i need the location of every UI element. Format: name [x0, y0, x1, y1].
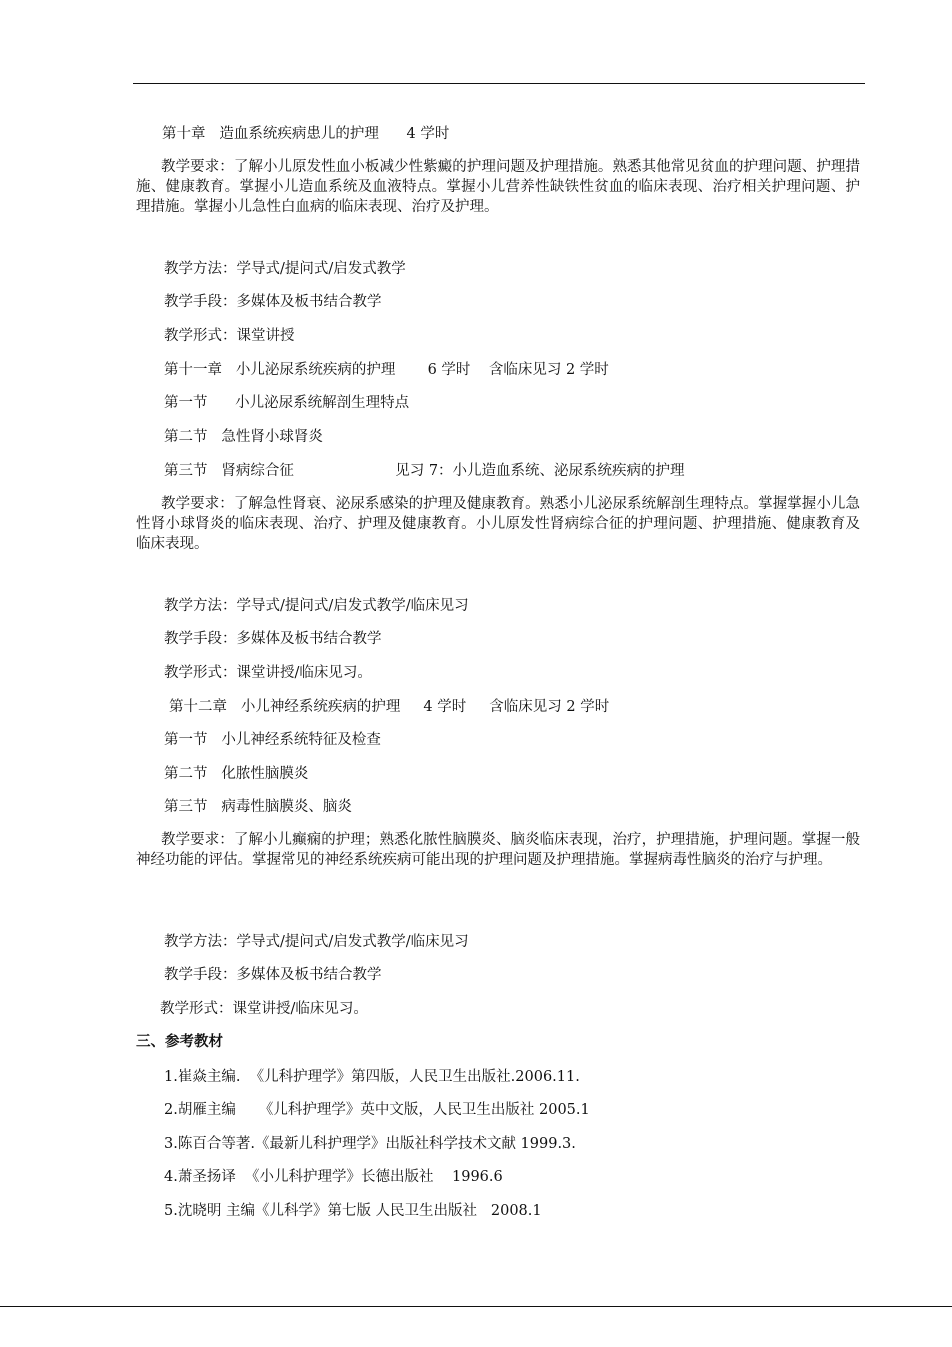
chapter-11-means: 教学手段：多媒体及板书结合教学: [164, 631, 382, 647]
chapter-10-requirements: 教学要求：了解小儿原发性血小板减少性紫癜的护理问题及护理措施。熟悉其他常见贫血的护理问题、护理措施、健康教育。掌握小儿造血系统及血液特点。掌握小儿营养性缺铁性贫血的临床表现、治疗相关护理问题、护理措施。掌握小儿急性白血病的临床表现、治疗及护理。: [136, 159, 860, 215]
chapter-11-method: 教学方法：学导式/提问式/启发式教学/临床见习: [164, 598, 469, 614]
chapter-11-section-1: 第一节 小儿泌尿系统解剖生理特点: [164, 395, 410, 411]
chapter-10-heading: 第十章 造血系统疾病患儿的护理 4 学时: [162, 126, 450, 142]
reference-item: 4.萧圣扬译 《小儿科护理学》长德出版社 1996.6: [164, 1169, 503, 1185]
chapter-12-section-1: 第一节 小儿神经系统特征及检查: [164, 732, 381, 748]
chapter-10-form: 教学形式：课堂讲授: [164, 328, 295, 344]
header-rule: [133, 83, 865, 84]
chapter-11-requirements: 教学要求：了解急性肾衰、泌尿系感染的护理及健康教育。熟悉小儿泌尿系统解剖生理特点。掌握掌握小儿急性肾小球肾炎的临床表现、治疗、护理及健康教育。小儿原发性肾病综合征的护理问题、护理措施、健康教育及临床表现。: [136, 496, 860, 552]
chapter-11-section-3: 第三节 肾病综合征 见习 7：小儿造血系统、泌尿系统疾病的护理: [164, 463, 685, 479]
chapter-12-form: 教学形式：课堂讲授/临床见习。: [160, 1001, 368, 1017]
chapter-11-section-2: 第二节 急性肾小球肾炎: [164, 429, 323, 445]
reference-item: 5.沈晓明 主编《儿科学》第七版 人民卫生出版社 2008.1: [164, 1203, 542, 1219]
chapter-10-method: 教学方法：学导式/提问式/启发式教学: [164, 261, 406, 277]
chapter-12-section-3: 第三节 病毒性脑膜炎、脑炎: [164, 799, 352, 815]
chapter-12-heading: 第十二章 小儿神经系统疾病的护理 4 学时 含临床见习 2 学时: [169, 699, 610, 715]
chapter-12-method: 教学方法：学导式/提问式/启发式教学/临床见习: [164, 934, 469, 950]
chapter-10-means: 教学手段：多媒体及板书结合教学: [164, 294, 382, 310]
chapter-11-heading: 第十一章 小儿泌尿系统疾病的护理 6 学时 含临床见习 2 学时: [164, 362, 609, 378]
references-heading: 三、参考教材: [136, 1034, 223, 1050]
chapter-12-requirements: 教学要求：了解小儿癫痫的护理；熟悉化脓性脑膜炎、脑炎临床表现，治疗，护理措施，护理问题。掌握一般神经功能的评估。掌握常见的神经系统疾病可能出现的护理问题及护理措施。掌握病毒性脑炎的治疗与护理。: [136, 832, 860, 868]
reference-item: 1.崔焱主编. 《儿科护理学》第四版，人民卫生出版社.2006.11.: [164, 1069, 580, 1085]
chapter-12-means: 教学手段：多媒体及板书结合教学: [164, 967, 382, 983]
chapter-11-form: 教学形式：课堂讲授/临床见习。: [164, 665, 372, 681]
chapter-12-section-2: 第二节 化脓性脑膜炎: [164, 766, 309, 782]
reference-item: 2.胡雁主编 《儿科护理学》英中文版，人民卫生出版社 2005.1: [164, 1102, 590, 1118]
footer-rule: [0, 1306, 952, 1307]
reference-item: 3.陈百合等著.《最新儿科护理学》出版社科学技术文献 1999.3.: [164, 1136, 576, 1152]
